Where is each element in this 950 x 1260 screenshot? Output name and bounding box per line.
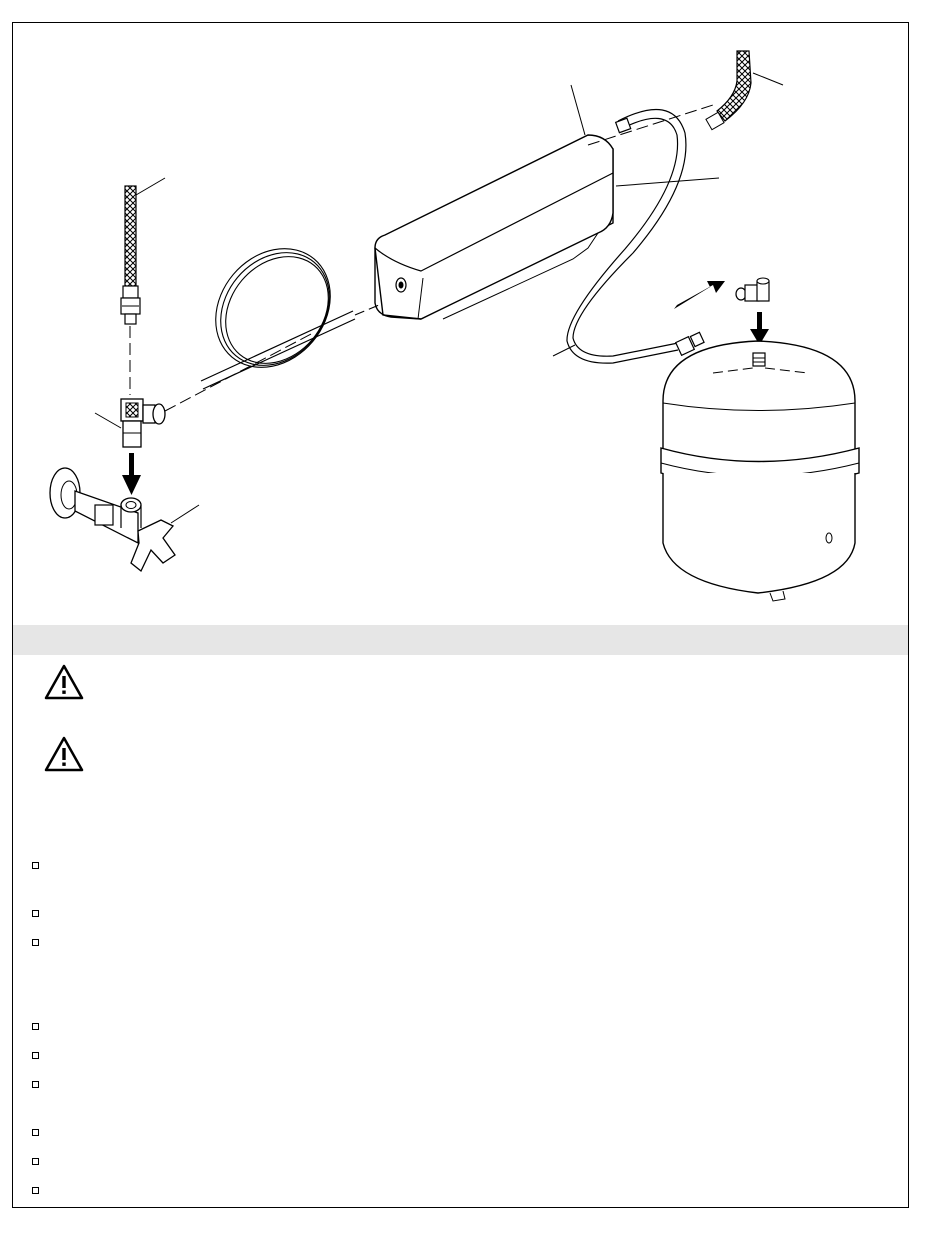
page-frame [12,22,909,1208]
faucet-hose-right-icon [706,51,783,130]
connection-lines [588,105,713,145]
tube-coil-icon [192,226,403,391]
section-header-bar [13,625,908,655]
step-checkbox[interactable] [32,862,39,869]
step-checkbox[interactable] [32,1023,39,1030]
step-checkbox[interactable] [32,910,39,917]
direction-arrow-icon [122,453,141,495]
step-checkbox[interactable] [32,1052,39,1059]
filter-housing-icon [375,85,719,319]
step-checkbox[interactable] [32,1158,39,1165]
step-checkbox[interactable] [32,1081,39,1088]
tee-adapter-icon [95,333,313,447]
warning-triangle-icon [43,663,85,701]
step-checkbox[interactable] [32,939,39,946]
step-checkbox[interactable] [32,1187,39,1194]
installation-illustration [13,23,910,625]
supply-hose-left-icon [121,178,165,395]
warning-triangle-icon [43,735,85,773]
pressure-tank-icon [661,341,859,601]
elbow-fitting-icon [736,278,769,301]
angle-valve-icon [50,468,199,571]
step-checkbox[interactable] [32,1129,39,1136]
